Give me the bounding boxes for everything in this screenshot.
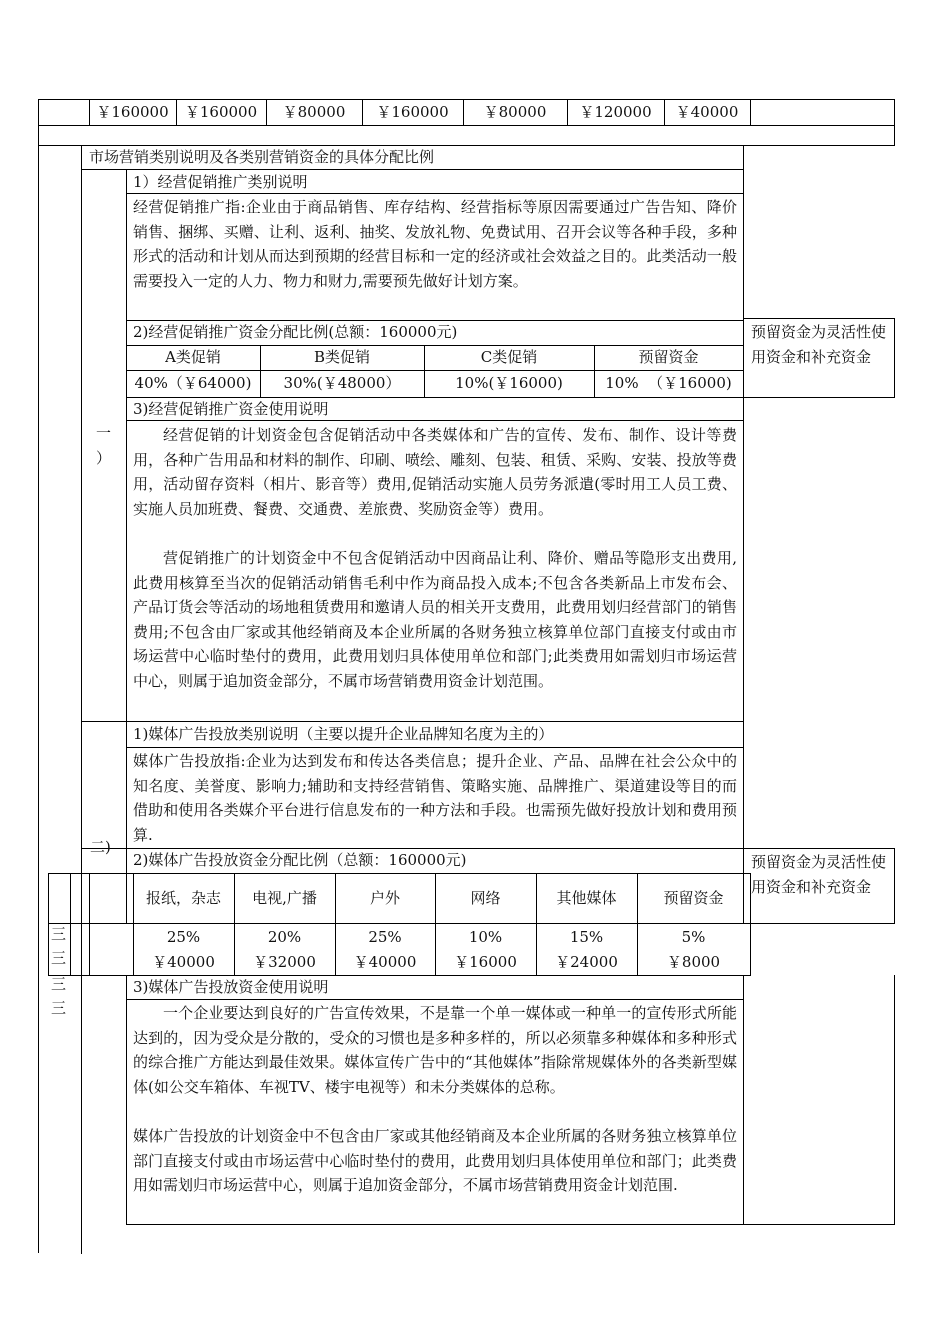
media-header-outdoor: 户外 [369,888,400,907]
section-title: 市场营销类别说明及各类别营销资金的具体分配比例 [89,148,435,166]
media-allocation-heading: 2)媒体广告投放资金分配比例（总额：160000元) [133,851,467,869]
amount-cell: ￥120000 [579,103,652,122]
promo-usage-text-1: 经营促销的计划资金包含促销活动中各类媒体和广告的宣传、发布、制作、设计等费用，各种广告用品和材料的制作、印刷、喷绘、雕刻、包装、租赁、采购、安装、投放等费用，活动留存资料（相片、影音等）费用,促销活动实施人员劳务派遣(零时用工人员工费、实施人员加班费、餐费、交通费、差旅费、奖励资金等）费用。 [133,426,737,518]
promo-value-c: 10%(￥16000) [455,374,563,393]
media-pct: 25% [368,927,402,946]
media-category-heading: 1)媒体广告投放类别说明（主要以提升企业品牌知名度为主的） [133,725,554,743]
media-header-tv: 电视,广播 [252,888,317,907]
media-amount: ￥8000 [666,952,721,971]
section-one-label-paren: ） [96,449,112,467]
promo-reserve-note: 预留资金为灵活性使用资金和补充资金 [751,323,887,366]
section-one-label: 一 [96,424,112,442]
amount-cell: ￥160000 [184,103,258,122]
media-amount: ￥40000 [152,952,215,971]
promo-category-heading: 1）经营促销推广类别说明 [133,173,308,191]
promo-category-text: 经营促销推广指:企业由于商品销售、库存结构、经营指标等原因需要通过广告告知、降价销售、捆绑、买赠、让利、返利、抽奖、发放礼物、免费试用、召开会议等各种手段，多种形式的活动和计划从而达到预期的经营目标和一定的经济或社会效益之目的。此类活动一般需要投入一定的人力、物力和财力,需要预先做好计划方案。 [133,198,737,290]
media-category-text: 媒体广告投放指:企业为达到发布和传达各类信息；提升企业、产品、品牌在社会公众中的知名度、美誉度、影响力;辅助和支持经营销售、策略实施、品牌推广、渠道建设等目的而借助和使用各类媒介平台进行信息发布的一种方法和手段。也需预先做好投放计划和费用预算. [133,752,737,844]
amount-cell: ￥40000 [675,103,739,122]
section-three-label: 三 [51,925,67,943]
amount-cell: ￥80000 [483,103,547,122]
promo-header-a: A类促销 [165,348,221,367]
media-amount: ￥16000 [454,952,517,971]
media-usage-text-2: 媒体广告投放的计划资金中不包含由厂家或其他经销商及本企业所属的各财务独立核算单位部门直接支付或由市场运营中心临时垫付的费用，此费用划归具体使用单位和部门；此类费用如需划归市场运营中心，则属于追加资金部分，不属市场营销费用资金计划范围. [133,1127,737,1194]
media-header-online: 网络 [470,888,501,907]
media-pct: 20% [267,927,302,946]
media-usage-text-1: 一个企业要达到良好的广告宣传效果，不是靠一个单一媒体或一种单一的宣传形式所能达到的，因为受众是分散的，受众的习惯也是多种多样的，所以必须靠多种媒体和多种形式的综合推广方能达到最佳效果。媒体宣传广告中的“其他媒体”指除常规媒体外的各类新型媒体(如公交车箱体、车视TV、楼宇电视等）和未分类媒体的总称。 [133,1004,737,1096]
media-pct: 15% [569,927,604,946]
promo-value-a: 40%（￥64000) [134,374,252,393]
promo-allocation-heading: 2)经营促销推广资金分配比例(总额：160000元) [133,323,458,341]
media-pct: 10% [468,927,503,946]
media-usage-heading: 3)媒体广告投放资金使用说明 [133,978,329,996]
section-two-label: 二) [90,838,111,856]
promo-header-b: B类促销 [313,348,371,367]
media-pct: 5% [681,927,706,946]
media-header-other: 其他媒体 [556,888,617,907]
section-three-label: 三 [51,999,67,1017]
media-header-reserve: 预留资金 [663,888,724,907]
promo-header-reserve: 预留资金 [638,348,699,367]
amount-cell: ￥80000 [282,103,346,122]
promo-usage-heading: 3)经营促销推广资金使用说明 [133,400,329,418]
promo-value-b: 30%(￥48000） [283,374,401,393]
media-amount: ￥32000 [253,952,316,971]
media-header-print: 报纸，杂志 [145,888,221,907]
promo-header-c: C类促销 [480,348,538,367]
media-reserve-note: 预留资金为灵活性使用资金和补充资金 [751,853,887,896]
amount-cell: ￥160000 [376,103,449,122]
media-pct: 25% [166,927,201,946]
section-three-label: 三 [51,949,67,967]
section-three-label: 三 [51,975,67,993]
promo-usage-text-2: 营促销推广的计划资金中不包含促销活动中因商品让利、降价、赠品等隐形支出费用,此费用核算至当次的促销活动销售毛利中作为商品投入成本;不包含各类新品上市发布会、产品订货会等活动的场地租赁费用和邀请人员的相关开支费用，此费用划归经营部门的销售费用;不包含由厂家或其他经销商及本企业所属的各财务独立核算单位部门直接支付或由市场运营中心临时垫付的费用，此费用划归具体使用单位和部门;此类费用如需划归市场运营中心，则属于追加资金部分，不属市场营销费用资金计划范围。 [133,549,737,690]
media-amount: ￥40000 [353,952,417,971]
amount-cell: ￥160000 [96,103,169,122]
promo-value-reserve: 10% （￥16000) [605,374,732,393]
media-amount: ￥24000 [555,952,618,971]
